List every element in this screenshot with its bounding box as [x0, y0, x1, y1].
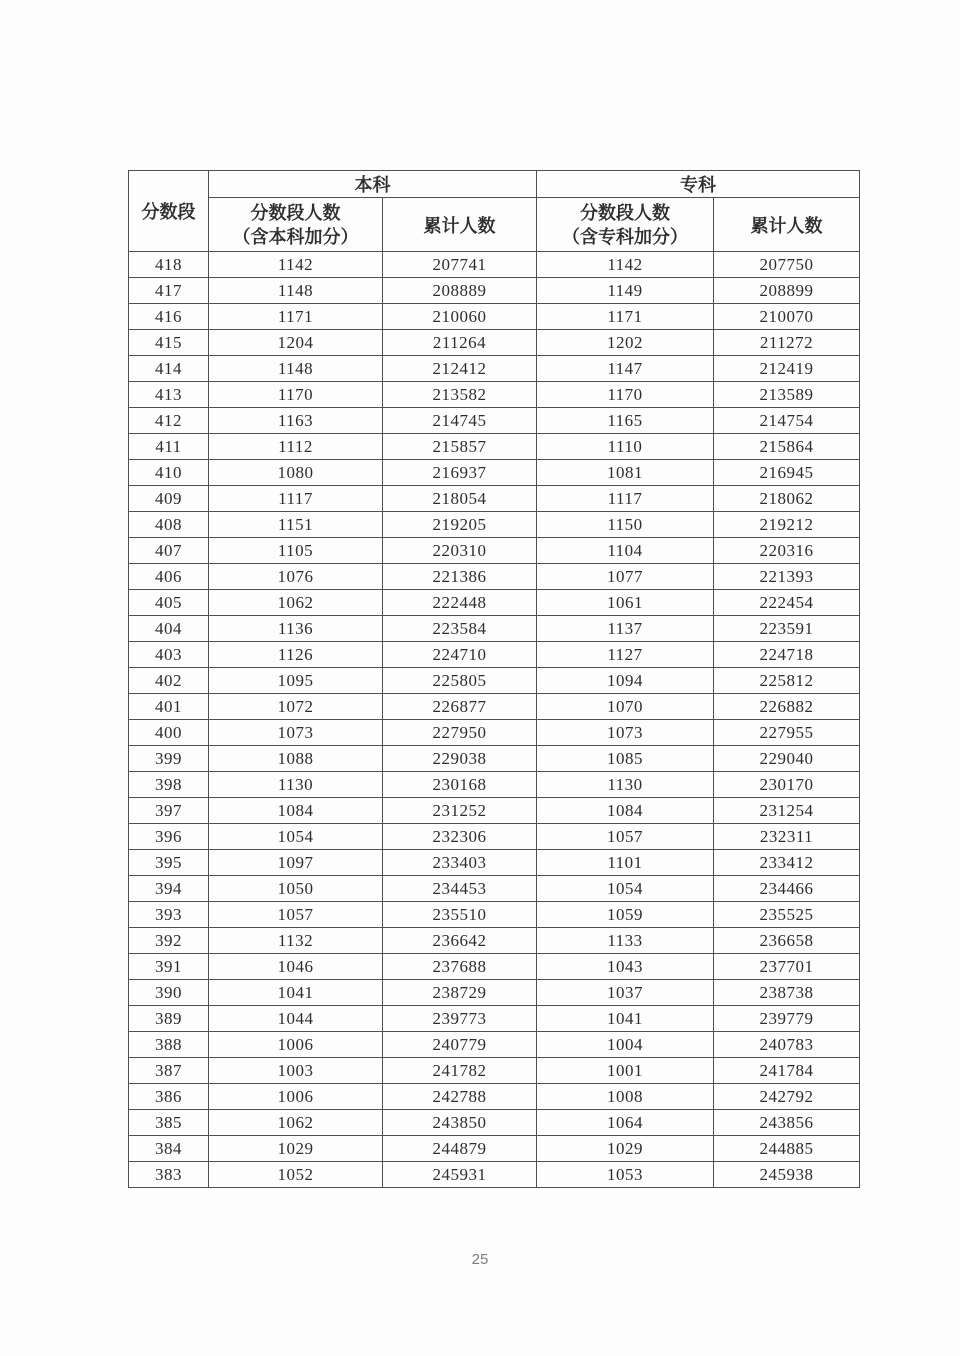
table-cell: 411 [129, 434, 209, 460]
table-cell: 1105 [209, 538, 383, 564]
table-cell: 240783 [714, 1032, 860, 1058]
table-cell: 1130 [537, 772, 714, 798]
table-cell: 1117 [537, 486, 714, 512]
table-cell: 403 [129, 642, 209, 668]
table-cell: 409 [129, 486, 209, 512]
table-cell: 241784 [714, 1058, 860, 1084]
table-row [129, 616, 860, 642]
table-row [129, 382, 860, 408]
table-cell: 243856 [714, 1110, 860, 1136]
table-cell: 242788 [383, 1084, 537, 1110]
table-cell: 383 [129, 1162, 209, 1188]
table-row [129, 1084, 860, 1110]
table-cell: 216945 [714, 460, 860, 486]
table-cell: 212412 [383, 356, 537, 382]
table-row [129, 356, 860, 382]
table-cell: 1171 [209, 304, 383, 330]
table-cell: 208889 [383, 278, 537, 304]
table-cell: 227950 [383, 720, 537, 746]
table-row [129, 642, 860, 668]
table-cell: 412 [129, 408, 209, 434]
table-cell: 1142 [209, 252, 383, 278]
table-cell: 226877 [383, 694, 537, 720]
header-undergrad-count [209, 198, 383, 252]
table-cell: 1088 [209, 746, 383, 772]
table-row [129, 876, 860, 902]
table-row [129, 1006, 860, 1032]
table-cell: 214754 [714, 408, 860, 434]
table-cell: 235525 [714, 902, 860, 928]
header-college-count [537, 198, 714, 252]
table-cell: 388 [129, 1032, 209, 1058]
table-cell: 1136 [209, 616, 383, 642]
table-cell: 225812 [714, 668, 860, 694]
table-row [129, 772, 860, 798]
table-cell: 1076 [209, 564, 383, 590]
table-cell: 413 [129, 382, 209, 408]
table-cell: 222454 [714, 590, 860, 616]
table-cell: 218054 [383, 486, 537, 512]
table-cell: 224710 [383, 642, 537, 668]
table-cell: 225805 [383, 668, 537, 694]
table-cell: 213589 [714, 382, 860, 408]
table-cell: 1170 [209, 382, 383, 408]
header-sub-row [129, 198, 860, 252]
header-undergrad-cumulative: 累计人数 [383, 198, 537, 252]
header-group-undergraduate: 本科 [209, 171, 537, 198]
header-undergrad-count-line1: 分数段人数 [250, 202, 341, 223]
table-row [129, 408, 860, 434]
table-cell: 1054 [537, 876, 714, 902]
table-cell: 1101 [537, 850, 714, 876]
table-cell: 1127 [537, 642, 714, 668]
table-row [129, 1162, 860, 1188]
table-cell: 387 [129, 1058, 209, 1084]
table-cell: 1057 [537, 824, 714, 850]
table-cell: 386 [129, 1084, 209, 1110]
score-distribution-table [128, 170, 860, 1188]
table-cell: 232306 [383, 824, 537, 850]
table-cell: 216937 [383, 460, 537, 486]
table-cell: 1110 [537, 434, 714, 460]
header-group-row [129, 171, 860, 198]
table-cell: 1148 [209, 356, 383, 382]
header-college-count-line2: （含专科加分） [562, 226, 688, 247]
table-cell: 394 [129, 876, 209, 902]
table-cell: 1004 [537, 1032, 714, 1058]
table-cell: 418 [129, 252, 209, 278]
table-cell: 234453 [383, 876, 537, 902]
table-row [129, 1110, 860, 1136]
table-cell: 401 [129, 694, 209, 720]
table-cell: 1044 [209, 1006, 383, 1032]
table-cell: 390 [129, 980, 209, 1006]
table-row [129, 720, 860, 746]
table-cell: 211272 [714, 330, 860, 356]
table-cell: 1150 [537, 512, 714, 538]
header-group-college: 专科 [537, 171, 860, 198]
table-cell: 393 [129, 902, 209, 928]
table-cell: 221386 [383, 564, 537, 590]
table-cell: 229040 [714, 746, 860, 772]
table-row [129, 1058, 860, 1084]
table-cell: 391 [129, 954, 209, 980]
table-cell: 1142 [537, 252, 714, 278]
table-cell: 1148 [209, 278, 383, 304]
table-cell: 1204 [209, 330, 383, 356]
table-row [129, 694, 860, 720]
table-row [129, 902, 860, 928]
table-cell: 408 [129, 512, 209, 538]
table-row [129, 928, 860, 954]
score-table-body [129, 252, 860, 1188]
table-row [129, 1136, 860, 1162]
table-cell: 208899 [714, 278, 860, 304]
table-row [129, 1032, 860, 1058]
table-cell: 1080 [209, 460, 383, 486]
table-cell: 1037 [537, 980, 714, 1006]
table-row [129, 824, 860, 850]
table-row [129, 850, 860, 876]
table-cell: 1202 [537, 330, 714, 356]
table-cell: 234466 [714, 876, 860, 902]
table-cell: 1137 [537, 616, 714, 642]
table-cell: 398 [129, 772, 209, 798]
table-cell: 226882 [714, 694, 860, 720]
table-row [129, 590, 860, 616]
table-cell: 396 [129, 824, 209, 850]
table-cell: 244879 [383, 1136, 537, 1162]
table-cell: 1059 [537, 902, 714, 928]
table-cell: 1171 [537, 304, 714, 330]
table-cell: 385 [129, 1110, 209, 1136]
table-cell: 402 [129, 668, 209, 694]
table-cell: 1097 [209, 850, 383, 876]
table-cell: 1054 [209, 824, 383, 850]
table-cell: 239773 [383, 1006, 537, 1032]
table-cell: 1133 [537, 928, 714, 954]
table-cell: 207750 [714, 252, 860, 278]
table-row [129, 746, 860, 772]
table-cell: 244885 [714, 1136, 860, 1162]
table-cell: 242792 [714, 1084, 860, 1110]
table-cell: 414 [129, 356, 209, 382]
table-cell: 230170 [714, 772, 860, 798]
table-cell: 1147 [537, 356, 714, 382]
table-cell: 400 [129, 720, 209, 746]
table-row [129, 304, 860, 330]
table-cell: 1170 [537, 382, 714, 408]
table-cell: 1006 [209, 1032, 383, 1058]
table-cell: 212419 [714, 356, 860, 382]
table-cell: 236642 [383, 928, 537, 954]
table-cell: 1081 [537, 460, 714, 486]
table-row [129, 512, 860, 538]
table-row [129, 278, 860, 304]
table-row [129, 668, 860, 694]
table-cell: 1132 [209, 928, 383, 954]
table-cell: 1053 [537, 1162, 714, 1188]
table-cell: 1070 [537, 694, 714, 720]
table-cell: 1057 [209, 902, 383, 928]
table-cell: 238729 [383, 980, 537, 1006]
table-row [129, 486, 860, 512]
table-cell: 1046 [209, 954, 383, 980]
table-cell: 1008 [537, 1084, 714, 1110]
header-undergrad-count-line2: （含本科加分） [232, 226, 359, 247]
table-cell: 395 [129, 850, 209, 876]
table-cell: 241782 [383, 1058, 537, 1084]
table-cell: 235510 [383, 902, 537, 928]
table-cell: 230168 [383, 772, 537, 798]
page-number: 25 [471, 1251, 489, 1268]
table-cell: 220316 [714, 538, 860, 564]
table-row [129, 434, 860, 460]
table-cell: 1095 [209, 668, 383, 694]
table-cell: 215857 [383, 434, 537, 460]
table-cell: 417 [129, 278, 209, 304]
table-row [129, 460, 860, 486]
table-cell: 223584 [383, 616, 537, 642]
table-cell: 1043 [537, 954, 714, 980]
table-row [129, 564, 860, 590]
table-cell: 1029 [537, 1136, 714, 1162]
table-cell: 210070 [714, 304, 860, 330]
table-cell: 237701 [714, 954, 860, 980]
table-cell: 405 [129, 590, 209, 616]
table-cell: 213582 [383, 382, 537, 408]
table-cell: 245931 [383, 1162, 537, 1188]
table-cell: 237688 [383, 954, 537, 980]
table-cell: 222448 [383, 590, 537, 616]
table-cell: 1104 [537, 538, 714, 564]
table-row [129, 330, 860, 356]
table-cell: 233403 [383, 850, 537, 876]
table-cell: 1077 [537, 564, 714, 590]
table-cell: 227955 [714, 720, 860, 746]
table-cell: 221393 [714, 564, 860, 590]
table-cell: 232311 [714, 824, 860, 850]
table-cell: 239779 [714, 1006, 860, 1032]
table-cell: 229038 [383, 746, 537, 772]
table-cell: 392 [129, 928, 209, 954]
table-cell: 1073 [537, 720, 714, 746]
table-cell: 211264 [383, 330, 537, 356]
table-cell: 1084 [537, 798, 714, 824]
table-cell: 1041 [537, 1006, 714, 1032]
table-cell: 238738 [714, 980, 860, 1006]
table-cell: 416 [129, 304, 209, 330]
table-cell: 231252 [383, 798, 537, 824]
table-cell: 404 [129, 616, 209, 642]
table-cell: 219205 [383, 512, 537, 538]
table-cell: 1084 [209, 798, 383, 824]
table-cell: 224718 [714, 642, 860, 668]
table-cell: 410 [129, 460, 209, 486]
table-cell: 1062 [209, 1110, 383, 1136]
table-cell: 240779 [383, 1032, 537, 1058]
table-cell: 1151 [209, 512, 383, 538]
table-cell: 219212 [714, 512, 860, 538]
table-cell: 236658 [714, 928, 860, 954]
table-row [129, 538, 860, 564]
table-cell: 1061 [537, 590, 714, 616]
header-score-segment: 分数段 [129, 171, 209, 252]
table-cell: 384 [129, 1136, 209, 1162]
table-cell: 1126 [209, 642, 383, 668]
table-cell: 397 [129, 798, 209, 824]
table-cell: 1050 [209, 876, 383, 902]
table-cell: 1001 [537, 1058, 714, 1084]
table-row [129, 798, 860, 824]
table-cell: 223591 [714, 616, 860, 642]
table-cell: 243850 [383, 1110, 537, 1136]
table-cell: 1006 [209, 1084, 383, 1110]
table-cell: 245938 [714, 1162, 860, 1188]
table-cell: 1041 [209, 980, 383, 1006]
table-cell: 1052 [209, 1162, 383, 1188]
table-cell: 210060 [383, 304, 537, 330]
table-cell: 220310 [383, 538, 537, 564]
table-cell: 214745 [383, 408, 537, 434]
table-cell: 1149 [537, 278, 714, 304]
table-cell: 415 [129, 330, 209, 356]
table-cell: 1165 [537, 408, 714, 434]
table-cell: 1085 [537, 746, 714, 772]
table-row [129, 980, 860, 1006]
table-cell: 1112 [209, 434, 383, 460]
table-cell: 389 [129, 1006, 209, 1032]
table-cell: 1117 [209, 486, 383, 512]
table-cell: 233412 [714, 850, 860, 876]
table-cell: 1003 [209, 1058, 383, 1084]
table-cell: 1094 [537, 668, 714, 694]
table-row [129, 252, 860, 278]
table-cell: 215864 [714, 434, 860, 460]
table-cell: 407 [129, 538, 209, 564]
table-cell: 406 [129, 564, 209, 590]
table-cell: 218062 [714, 486, 860, 512]
table-header [129, 171, 860, 252]
table-cell: 1029 [209, 1136, 383, 1162]
table-cell: 207741 [383, 252, 537, 278]
table-cell: 1130 [209, 772, 383, 798]
table-cell: 399 [129, 746, 209, 772]
table-cell: 231254 [714, 798, 860, 824]
table-cell: 1064 [537, 1110, 714, 1136]
table-row [129, 954, 860, 980]
table-cell: 1062 [209, 590, 383, 616]
table-cell: 1072 [209, 694, 383, 720]
header-college-count-line1: 分数段人数 [580, 202, 670, 223]
header-college-cumulative: 累计人数 [714, 198, 860, 252]
table-cell: 1073 [209, 720, 383, 746]
table-cell: 1163 [209, 408, 383, 434]
